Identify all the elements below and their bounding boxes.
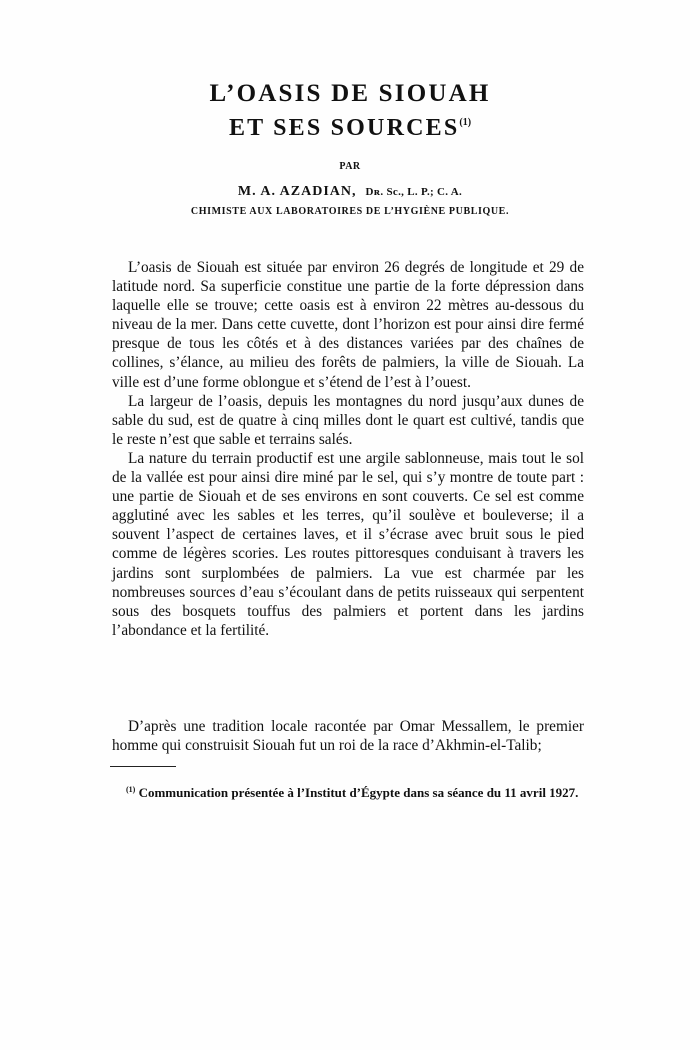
article-title-line2 <box>0 115 700 142</box>
paragraph: La nature du terrain productif est une argile sablonneuse, mais tout le sol de la vallée est pour ainsi dire miné par le sel, qui s’y montre de toute part : une partie de Siouah et de ses environs en sont couverts. Ce sel est comme agglutiné avec les sables et les terres, qu’il soulève et bouleverse; il a souvent l’aspect de certaines laves, et il s’écrase avec bruit sous le pied comme de légères scories. Les routes pittoresques conduisant à travers les jardins sont surplombées de palmiers. La vue est charmée par les nombreuses sources d’eau s’écoulant dans de petits ruisseaux qui serpentent sous des bosquets touffus des palmiers et portent dans les jardins l’abondance et la fertilité. <box>112 449 584 639</box>
author-credentials: Dʀ. Sc., L. P.; C. A. <box>365 186 463 198</box>
author-line <box>0 184 700 200</box>
footnote <box>112 780 584 802</box>
author-affiliation: CHIMISTE AUX LABORATOIRES DE L’HYGIÈNE PUBLIQUE. <box>190 206 510 217</box>
author-name: M. A. AZADIAN, <box>237 184 357 199</box>
footnote-text: Communication présentée à l’Institut d’Égypte dans sa séance du 11 avril 1927. <box>138 785 579 800</box>
paragraph: L’oasis de Siouah est située par environ 26 degrés de longitude et 29 de latitude nord. Sa superficie constitue une partie de la forte dépression dans laquelle elle se trouve; cette oasis est à environ 22 mètres au-dessous du niveau de la mer. Dans cette cuvette, dont l’horizon est pour ainsi dire fermé presque de tous les côtés et à des distances variées par des chaînes de collines, s’élance, au milieu des forêts de palmiers, la ville de Siouah. La ville est d’une forme oblongue et s’étend de l’est à l’ouest. <box>112 259 584 391</box>
body-text-block <box>112 258 584 640</box>
footnote-separator <box>110 766 176 767</box>
by-label: PAR <box>339 161 361 172</box>
paragraph: D’après une tradition locale racontée par Omar Messallem, le premier homme qui construisit Siouah fut un roi de la race d’Akhmin-el-Talib; <box>112 718 584 755</box>
article-title-line2-text: ET SES SOURCES <box>228 115 460 141</box>
article-title-line1: L’OASIS DE SIOUAH <box>209 80 491 107</box>
title-footnote-mark: (1) <box>459 117 472 128</box>
paragraph: La largeur de l’oasis, depuis les montagnes du nord jusqu’aux dunes de sable du sud, est de quatre à cinq milles dont le quart est cultivé, tandis que le reste n’est que sable et terrains salés. <box>112 392 584 448</box>
body-text-block <box>112 717 584 755</box>
footnote-mark: (1) <box>126 785 136 794</box>
